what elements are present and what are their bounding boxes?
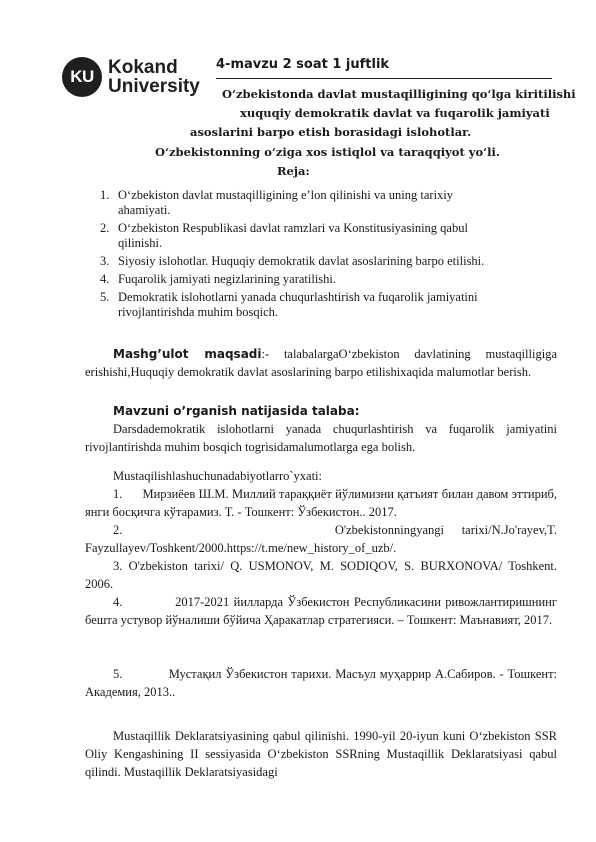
plan-item-text bbox=[118, 290, 560, 320]
literature-item-text: O'zbekistonningyangi tarixi/N.Jo'rayev,T. Fayzullayev/Toshkent/2000.https://t.me/new_history_of_uzb/. bbox=[85, 523, 557, 555]
plan-item bbox=[100, 221, 560, 251]
literature-item-number: 1. bbox=[113, 487, 123, 501]
lesson-goal-label: Mashg’ulot maqsadi bbox=[113, 347, 262, 361]
plan-item-text: Fuqarolik jamiyati negizlarining yaratilishi. bbox=[118, 272, 337, 286]
learning-result-label-line bbox=[85, 402, 557, 420]
literature-item-text: 2017-2021 йилларда Ўзбекистон Республикасини ривожлантиришнинг бешта устувор йўналиши бўйича Ҳаракатлар стратегияси. – Тошкент: Маънавият, 2017. bbox=[85, 595, 557, 627]
ku-logo-mark: KU bbox=[62, 57, 102, 97]
kokand-university-logo bbox=[62, 57, 200, 97]
plan-item-number: 4. bbox=[100, 272, 110, 286]
plan-heading: Reja: bbox=[277, 164, 310, 178]
literature-item-number: 3. bbox=[113, 559, 123, 573]
lesson-goal-text: talabalargaO‘zbekiston davlatining mustaqilligiga erishishi,Huquqiy demokratik davlat asoslarining barpo etilishixaqida malumotlar berish. bbox=[85, 347, 557, 379]
topic-title: 4-mavzu 2 soat 1 juftlik bbox=[216, 57, 390, 72]
literature-item-number: 4. bbox=[113, 595, 123, 609]
literature-item bbox=[85, 521, 557, 557]
literature-item-text: Мирзиёев Ш.М. Миллий тараққиёт йўлимизни қатъият билан давом эттириб, янги босқичга кўтарамиз. Т. - Тошкент: Ўзбекистон.. 2017. bbox=[85, 487, 558, 519]
logo-line2: University bbox=[108, 76, 200, 97]
literature-item-text: O'zbekiston tarixi/ Q. USMONOV, M. SODIQOV, S. BURXONOVA/ Toshkent. 2006. bbox=[85, 559, 557, 591]
literature-item bbox=[85, 485, 557, 521]
plan-item-line: ahamiyati. bbox=[118, 203, 171, 217]
plan-item-line: rivojlantirishda muhim bosqich. bbox=[118, 305, 279, 319]
plan-item-number: 5. bbox=[100, 290, 110, 304]
title-divider bbox=[216, 78, 552, 79]
plan-item-number: 1. bbox=[100, 188, 110, 202]
plan-item-text: Siyosiy islohotlar. Huquqiy demokratik davlat asoslarining barpo etilishi. bbox=[118, 254, 485, 268]
plan-item bbox=[100, 254, 560, 269]
literature-item-text: Мустақил Ўзбекистон тарихи. Масъул муҳаррир А.Сабиров. - Тошкент: Академия, 2013.. bbox=[85, 667, 558, 699]
closing-paragraph: Mustaqillik Deklaratsiyasining qabul qilinishi. 1990-yil 20-iyun kuni O‘zbekiston SSR Oliy Kengashining II sessiyasida O‘zbekiston SSRning Mustaqillik Deklaratsiyasi qabul qilindi. Mustaqillik Deklaratsiyasidagi bbox=[85, 729, 557, 779]
literature-item-number: 2. bbox=[113, 523, 123, 537]
heading-line-4: O‘zbekistonning o‘ziga xos istiqlol va taraqqiyot yo‘li. bbox=[155, 145, 500, 159]
plan-item-number: 3. bbox=[100, 254, 110, 268]
literature-intro: Mustaqilishlashuchunadabiyotlarro`yxati: bbox=[113, 469, 322, 483]
heading-line-2: xuquqiy demokratik davlat va fuqarolik jamiyati bbox=[240, 106, 550, 120]
literature-item bbox=[85, 593, 557, 629]
lesson-goal-separator: :- bbox=[261, 347, 270, 361]
plan-list bbox=[100, 188, 560, 323]
plan-item-line: Demokratik islohotlarni yanada chuqurlashtirish va fuqarolik jamiyatini bbox=[118, 290, 478, 304]
plan-item bbox=[100, 290, 560, 320]
plan-item bbox=[100, 272, 560, 287]
logo-line1: Kokand bbox=[108, 57, 178, 78]
plan-item-number: 2. bbox=[100, 221, 110, 235]
learning-result-text: Darsdademokratik islohotlarni yanada chuqurlashtirish va fuqarolik jamiyatini rivojlantirishda muhim bosqich togrisidamalumotlarga ega bolish. bbox=[85, 422, 557, 454]
plan-item bbox=[100, 188, 560, 218]
learning-result-label: Mavzuni o’rganish natijasida talaba: bbox=[113, 404, 360, 418]
literature-item bbox=[85, 557, 557, 593]
plan-item-line: O‘zbekiston davlat mustaqilligining e’lon qilinishi va uning tarixiy bbox=[118, 188, 454, 202]
plan-item-text bbox=[118, 221, 560, 251]
lesson-goal-paragraph bbox=[85, 345, 557, 381]
literature-item-number: 5. bbox=[113, 667, 123, 681]
heading-line-3: asoslarini barpo etish borasidagi islohotlar. bbox=[190, 125, 472, 139]
literature-item bbox=[85, 665, 557, 701]
logo-wordmark bbox=[108, 58, 200, 96]
plan-item-line: O‘zbekiston Respublikasi davlat ramzlari va Konstitusiyasining qabul bbox=[118, 221, 468, 235]
plan-item-line: qilinishi. bbox=[118, 236, 163, 250]
plan-item-text bbox=[118, 188, 560, 218]
heading-line-1: O‘zbekistonda davlat mustaqilligining qo‘lga kiritilishi bbox=[222, 87, 576, 101]
